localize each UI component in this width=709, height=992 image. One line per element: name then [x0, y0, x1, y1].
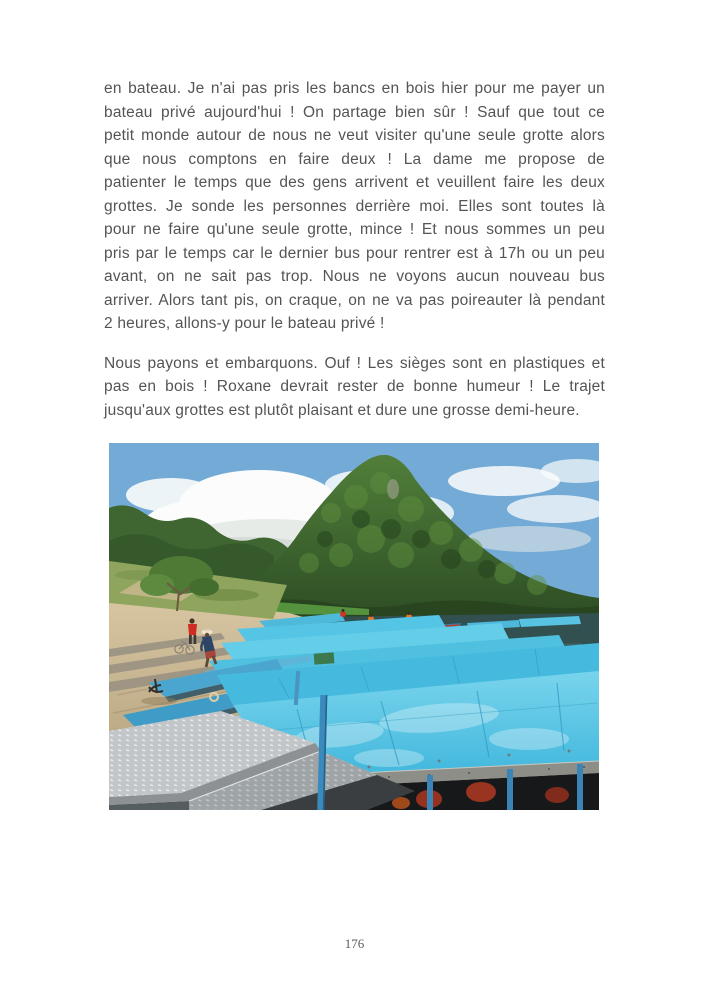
text-line: grottes. Je sonde les personnes derrière moi. Elles sont toutes là — [104, 197, 605, 215]
text-line: que nous comptons en faire deux ! La dame me propose de — [104, 150, 605, 168]
text-line: Nous payons et embarquons. Ouf ! Les sièges sont en plastiques et — [104, 354, 605, 372]
body-text — [104, 77, 605, 438]
text-line: jusqu'aux grottes est plutôt plaisant et dure une grosse demi-heure. — [104, 401, 580, 419]
text-line: en bateau. Je n'ai pas pris les bancs en bois hier pour me payer un — [104, 80, 605, 97]
boats-photo — [109, 443, 599, 810]
text-line: arriver. Alors tant pis, on craque, on ne va pas poireauter là pendant — [104, 291, 605, 309]
text-line: avant, on ne sait pas trop. Nous ne voyons aucun nouveau bus — [104, 268, 605, 285]
text-line: 2 heures, allons-y pour le bateau privé ! — [104, 315, 385, 332]
text-line: patienter le temps que des gens arrivent et veuillent faire les deux — [104, 174, 605, 191]
page-number: 176 — [344, 936, 365, 951]
paragraph — [104, 77, 605, 336]
boats-photo-illustration — [109, 443, 599, 810]
text-line: pris par le temps car le dernier bus pour rentrer est à 17h ou un peu — [104, 244, 605, 262]
text-line: bateau privé aujourd'hui ! On partage bien sûr ! Sauf que tout ce — [104, 103, 605, 121]
paragraph — [104, 352, 605, 423]
text-line: petit monde autour de nous ne veut visiter qu'une seule grotte alors — [104, 127, 605, 144]
text-line: pour ne faire qu'une seule grotte, mince ! Et nous sommes un peu — [104, 221, 605, 238]
text-line: pas en bois ! Roxane devrait rester de bonne humeur ! Le trajet — [104, 378, 605, 395]
